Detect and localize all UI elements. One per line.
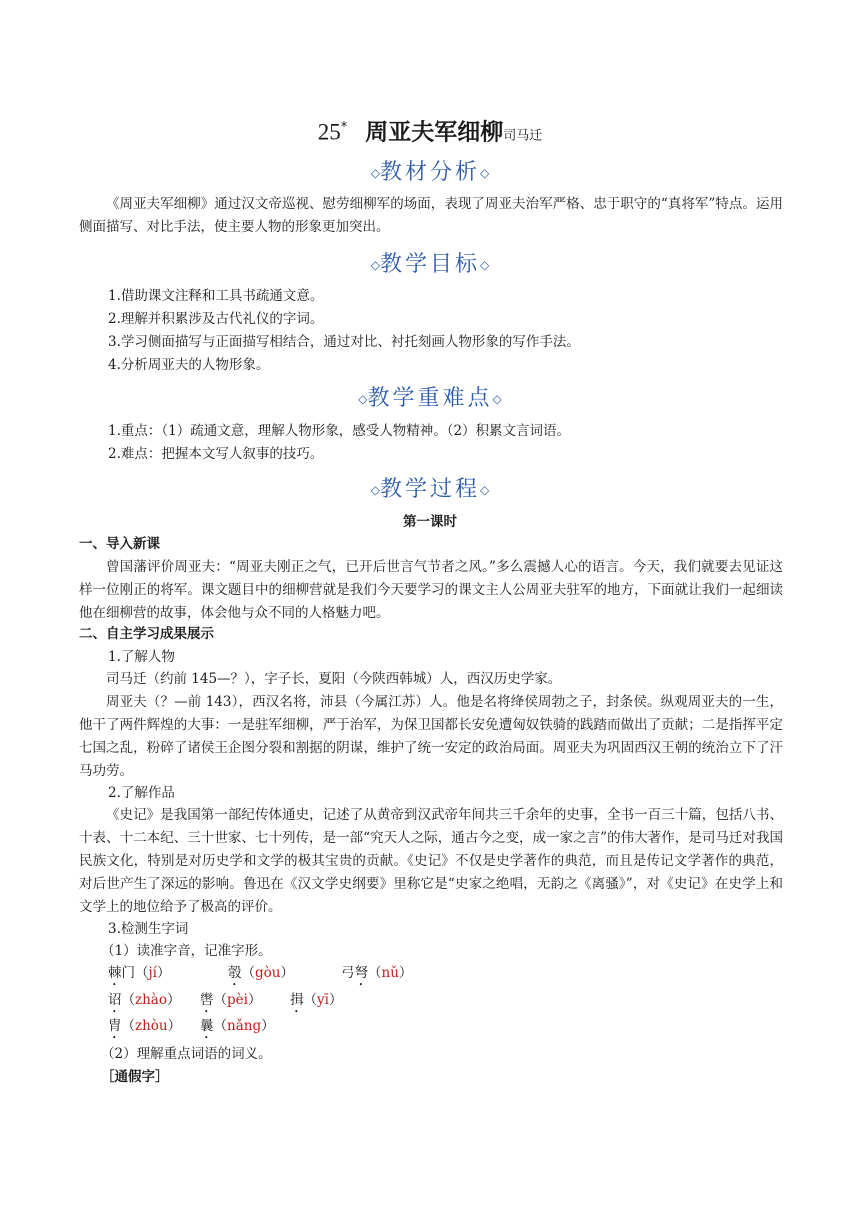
simaqian-paragraph: 司马迁（约前 145—？），字子长，夏阳（今陕西韩城）人，西汉历史学家。 (106, 671, 562, 687)
diamond-icon: ◇ (358, 392, 368, 406)
char-entry: 弓弩（nǔ） (341, 965, 413, 981)
lesson-period-title: 第一课时 (403, 514, 457, 530)
goal-item: 4.分析周亚夫的人物形象。 (108, 357, 270, 373)
keypoint-item: 2.难点：把握本文写人叙事的技巧。 (108, 446, 324, 462)
char-entry: 揖（yī） (290, 992, 343, 1008)
diamond-icon: ◇ (492, 392, 502, 406)
section-heading-goals: ◇教学目标◇ (370, 252, 490, 277)
subheading: （2）理解重点词语的词义。 (101, 1046, 272, 1062)
char-entry: 彀（gòu） (228, 965, 294, 981)
section-heading-keypoints: ◇教学重难点◇ (358, 386, 502, 411)
shiji-paragraph: 《史记》是我国第一部纪传体通史，记述了从黄帝到汉武帝年间共三千余年的史事，全书一百三十篇，包括八书、十表、十二本纪、三十世家、七十列传，是一部“究天人之际，通古今之变，成一家之言”的伟大著作，是司马迁对我国民族文化，特别是对历史学和文学的极其宝贵的贡献。《史记》不仅是史学著作的典范，而且是传记文学著作的典范，对后世产生了深远的影响。鲁迅在《汉文学史纲要》里称它是“史家之绝唱，无韵之《离骚》”，对《史记》在史学上和文学上的地位给予了极高的评价。 (79, 807, 783, 915)
subheading: 3.检测生字词 (108, 921, 189, 937)
goal-item: 3.学习侧面描写与正面描写相结合，通过对比、衬托刻画人物形象的写作手法。 (108, 334, 580, 350)
subheading: 2.了解作品 (108, 785, 175, 801)
section-heading-analysis: ◇教材分析◇ (370, 160, 490, 185)
diamond-icon: ◇ (480, 258, 490, 272)
tongjiazi-heading: ［通假字］ (101, 1069, 169, 1085)
section-heading-process: ◇教学过程◇ (370, 477, 490, 502)
diamond-icon: ◇ (480, 166, 490, 180)
intro-paragraph: 曾国藩评价周亚夫：“周亚夫刚正之气，已开后世言气节者之风。”多么震撼人心的语言。今天，我们就要去见证这样一位刚正的将军。课文题目中的细柳营就是我们今天要学习的课文主人公周亚夫驻军的地方，下面就让我们一起细读他在细柳营的故事，体会他与众不同的人格魅力吧。 (79, 559, 783, 621)
diamond-icon: ◇ (480, 483, 490, 497)
lesson-title (0, 112, 860, 153)
diamond-icon: ◇ (370, 166, 380, 180)
char-entry: 辔（pèi） (200, 992, 262, 1008)
goal-item: 2.理解并积累涉及古代礼仪的字词。 (108, 311, 324, 327)
lesson-author: 司马迁 (503, 128, 543, 144)
lesson-title-text: 周亚夫军细柳 (365, 119, 504, 146)
part-heading: 一、导入新课 (79, 536, 160, 552)
char-entry: 胄（zhòu） (108, 1018, 182, 1034)
subheading: 1.了解人物 (108, 649, 175, 665)
subheading: （1）读准字音，记准字形。 (101, 943, 272, 959)
part-heading: 二、自主学习成果展示 (79, 626, 214, 642)
char-entry: 棘门（jí） (108, 965, 171, 981)
lesson-star: * (340, 120, 348, 135)
analysis-paragraph: 《周亚夫军细柳》通过汉文帝巡视、慰劳细柳军的场面，表现了周亚夫治军严格、忠于职守的“真将军”特点。运用侧面描写、对比手法，使主要人物的形象更加突出。 (79, 196, 783, 235)
keypoint-item: 1.重点：（1）疏通文意，理解人物形象，感受人物精神。（2）积累文言词语。 (108, 423, 571, 439)
char-entry: 诏（zhào） (108, 992, 181, 1008)
goal-item: 1.借助课文注释和工具书疏通文意。 (108, 288, 324, 304)
diamond-icon: ◇ (370, 258, 380, 272)
lesson-number: 25 (317, 119, 341, 145)
char-entry: 曩（nǎng） (200, 1018, 275, 1034)
diamond-icon: ◇ (370, 483, 380, 497)
zhouyafu-paragraph: 周亚夫（？—前 143），西汉名将，沛县（今属江苏）人。他是名将绛侯周勃之子，封条侯。纵观周亚夫的一生，他干了两件辉煌的大事：一是驻军细柳，严于治军，为保卫国都长安免遭匈奴铁骑的践踏而做出了贡献；二是指挥平定七国之乱，粉碎了诸侯王企图分裂和割据的阴谋，维护了统一安定的政治局面。周亚夫为巩固西汉王朝的统治立下了汗马功劳。 (79, 694, 783, 779)
